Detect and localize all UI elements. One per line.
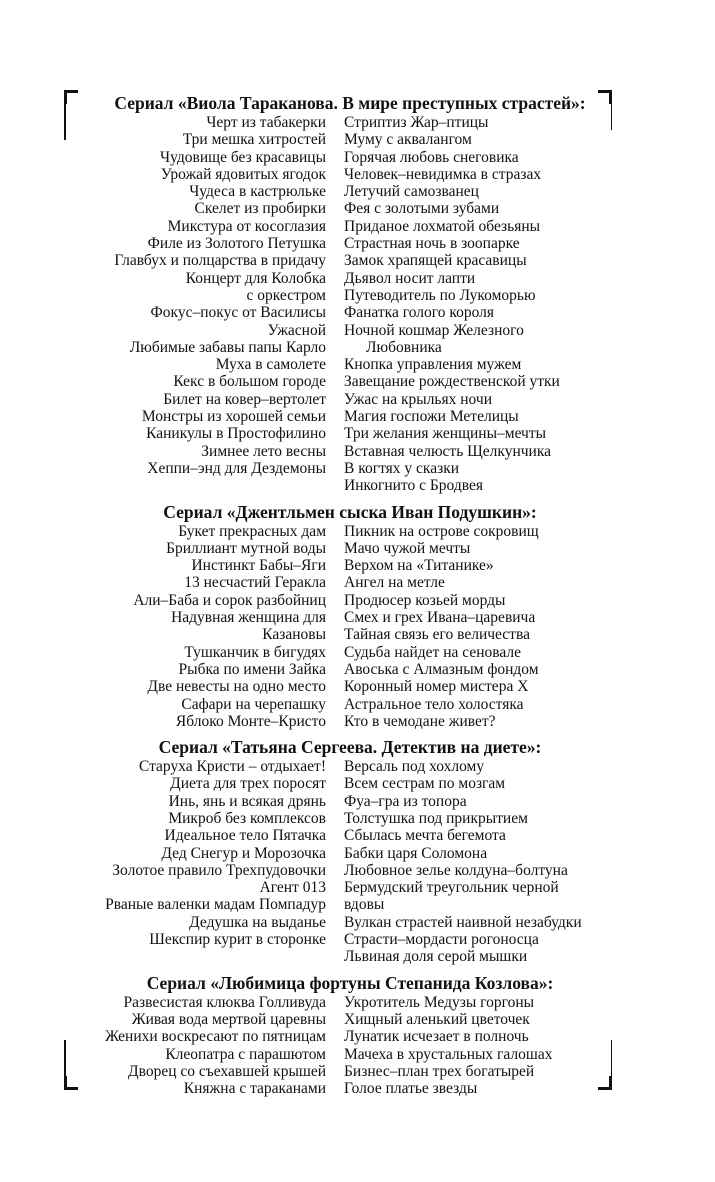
book-title: Развесистая клюква Голливуда: [123, 993, 326, 1011]
book-title: Коронный номер мистера Х: [344, 678, 529, 696]
book-title: Три желания женщины–мечты: [344, 425, 547, 443]
book-title: Летучий самозванец: [344, 183, 479, 201]
book-title: Ужас на крыльях ночи: [344, 390, 492, 408]
book-title: Муму с аквалангом: [344, 131, 472, 149]
book-title: Сбылась мечта бегемота: [344, 827, 506, 845]
book-title: Страстная ночь в зоопарке: [344, 235, 520, 253]
book-title: Диета для трех поросят: [170, 775, 326, 793]
book-title: 13 несчастий Геракла: [184, 574, 326, 592]
book-title: Судьба найдет на сеновале: [344, 643, 521, 661]
book-title: Яблоко Монте–Кристо: [175, 712, 326, 730]
book-title: Чудеса в кастрюльке: [189, 183, 326, 201]
book-title: Дьявол носит лапти: [344, 269, 476, 287]
book-title: Фанатка голого короля: [344, 304, 494, 322]
book-title: Рыбка по имени Зайка: [178, 660, 326, 678]
book-title: Билет на ковер–вертолет: [163, 390, 326, 408]
book-title: Бизнес–план трех богатырей: [344, 1062, 535, 1080]
book-title: Голое платье звезды: [344, 1080, 478, 1098]
book-title: Княжна с тараканами: [183, 1080, 326, 1098]
book-title: Инкогнито с Бродвея: [344, 477, 483, 495]
book-title: Фуа–гра из топора: [344, 792, 467, 810]
book-title: Рваные валенки мадам Помпадур: [105, 896, 326, 914]
book-title: Живая вода мертвой царевны: [131, 1010, 326, 1028]
book-title: Филе из Золотого Петушка: [147, 235, 326, 253]
book-title: Фокус–покус от Василисы: [150, 304, 326, 322]
book-title: Бриллиант мутной воды: [166, 539, 326, 557]
column-left: [80, 994, 336, 1098]
column-left: [80, 114, 336, 495]
book-title: Старуха Кристи – отдыхает!: [138, 758, 326, 776]
book-title: Авоська с Алмазным фондом: [344, 660, 539, 678]
book-title: Любимые забавы папы Карло: [129, 338, 326, 356]
book-title: Продюсер козьей морды: [344, 591, 506, 609]
book-title: Львиная доля серой мышки: [344, 948, 528, 966]
book-title: Микроб без комплексов: [168, 809, 326, 827]
book-title: Верхом на «Титанике»: [344, 557, 494, 575]
book-title: Скелет из пробирки: [194, 200, 326, 218]
book-title: Три мешка хитростей: [182, 131, 326, 149]
book-title: Тайная связь его величества: [344, 626, 530, 644]
book-title: Лунатик исчезает в полночь: [344, 1028, 529, 1046]
book-title: Зимнее лето весны: [201, 442, 326, 460]
book-title: Тушканчик в бигудях: [184, 643, 326, 661]
book-title: Хищный аленький цветочек: [344, 1010, 530, 1028]
series-title: Сериал «Джентльмен сыска Иван Подушкин»:: [163, 501, 537, 522]
book-title: Микстура от косоглазия: [167, 217, 326, 235]
series-columns: [80, 758, 620, 966]
book-title: Любовное зелье колдуна–болтуна: [344, 861, 568, 879]
book-title: Сафари на черепашку: [181, 695, 326, 713]
book-title: Горячая любовь снеговика: [344, 148, 519, 166]
book-title: Муха в самолете: [215, 356, 326, 374]
column-right: [336, 758, 620, 966]
book-title: Всем сестрам по мозгам: [344, 775, 506, 793]
book-title: Вставная челюсть Щелкунчика: [344, 442, 552, 460]
book-title: Фея с золотыми зубами: [344, 200, 500, 218]
book-title: Монстры из хорошей семьи: [141, 408, 326, 426]
book-title: Мачеха в хрустальных галошах: [344, 1045, 553, 1063]
book-list: [80, 92, 620, 1097]
book-title: Казановы: [262, 626, 326, 644]
book-title: Хеппи–энд для Дездемоны: [147, 459, 326, 477]
book-title: Концерт для Колобка: [185, 269, 326, 287]
book-title: Ужасной: [267, 321, 326, 339]
book-title: Инстинкт Бабы–Яги: [191, 557, 326, 575]
book-title: Две невесты на одно место: [147, 678, 326, 696]
column-right: [336, 114, 620, 495]
book-title: Букет прекрасных дам: [178, 522, 326, 540]
book-title: Замок храпящей красавицы: [344, 252, 527, 270]
book-title: Астральное тело холостяка: [344, 695, 524, 713]
book-title: Путеводитель по Лукоморью: [344, 286, 536, 304]
frame-edge: [64, 90, 66, 140]
book-title: Вулкан страстей наивной незабудки: [344, 913, 582, 931]
series-title: Сериал «Виола Тараканова. В мире преступных страстей»:: [114, 93, 586, 113]
column-right: [336, 523, 620, 731]
book-title: Черт из табакерки: [206, 114, 326, 131]
book-title: Приданое лохматой обезьяны: [344, 217, 541, 235]
book-title: Завещание рождественской утки: [344, 373, 560, 391]
book-title: Страсти–мордасти рогоносца: [344, 931, 539, 949]
series-title: Сериал «Любимица фортуны Степанида Козлова»:: [146, 972, 554, 993]
series-columns: [80, 994, 620, 1098]
book-title: Пикник на острове сокровищ: [344, 522, 539, 540]
book-title: Дворец со съехавшей крышей: [128, 1062, 326, 1080]
book-title: Инь, янь и всякая дрянь: [168, 792, 326, 810]
book-title: Кекс в большом городе: [173, 373, 326, 391]
book-title: Бабки царя Соломона: [344, 844, 488, 862]
book-title: Кто в чемодане живет?: [344, 712, 496, 730]
series-columns: [80, 114, 620, 495]
book-title: Али–Баба и сорок разбойниц: [133, 591, 326, 609]
book-title: Дед Снегур и Морозочка: [161, 844, 326, 862]
book-title: Агент 013: [259, 879, 326, 897]
book-title: Магия госпожи Метелицы: [344, 408, 519, 426]
book-title: Укротитель Медузы горгоны: [344, 993, 535, 1011]
book-title: Клеопатра с парашютом: [165, 1045, 326, 1063]
book-title: Ангел на метле: [344, 574, 445, 592]
book-title: Надувная женщина для: [171, 609, 326, 627]
column-left: [80, 758, 336, 966]
book-title: Ночной кошмар Железного: [344, 321, 524, 339]
book-title: Идеальное тело Пятачка: [164, 827, 326, 845]
book-title: Дедушка на выданье: [189, 913, 326, 931]
book-title: Шекспир курит в сторонке: [149, 931, 326, 949]
book-title: Каникулы в Простофилино: [146, 425, 326, 443]
book-title: Урожай ядовитых ягодок: [160, 165, 326, 183]
column-left: [80, 523, 336, 731]
series-columns: [80, 523, 620, 731]
book-title: вдовы: [344, 896, 385, 914]
book-title: Версаль под хохлому: [344, 758, 485, 776]
book-title: с оркестром: [246, 286, 326, 304]
book-title: Женихи воскресают по пятницам: [105, 1028, 326, 1046]
book-title: Мачо чужой мечты: [344, 539, 471, 557]
frame-edge: [64, 1040, 66, 1090]
book-title: Стриптиз Жар–птицы: [344, 114, 489, 131]
book-title: Кнопка управления мужем: [344, 356, 522, 374]
book-title: В когтях у сказки: [344, 459, 460, 477]
book-title: Чудовище без красавицы: [160, 148, 326, 166]
book-title: Человек–невидимка в стразах: [344, 165, 542, 183]
book-title: Бермудский треугольник черной: [344, 879, 559, 897]
book-title: Толстушка под прикрытием: [344, 809, 528, 827]
book-title: Смех и грех Ивана–царевича: [344, 609, 536, 627]
series-title: Сериал «Татьяна Сергеева. Детектив на диете»:: [158, 737, 542, 758]
book-title: Золотое правило Трехпудовочки: [112, 861, 326, 879]
column-right: [336, 994, 620, 1098]
book-title: Главбух и полцарства в придачу: [114, 252, 326, 270]
book-title: Любовника: [366, 338, 442, 356]
